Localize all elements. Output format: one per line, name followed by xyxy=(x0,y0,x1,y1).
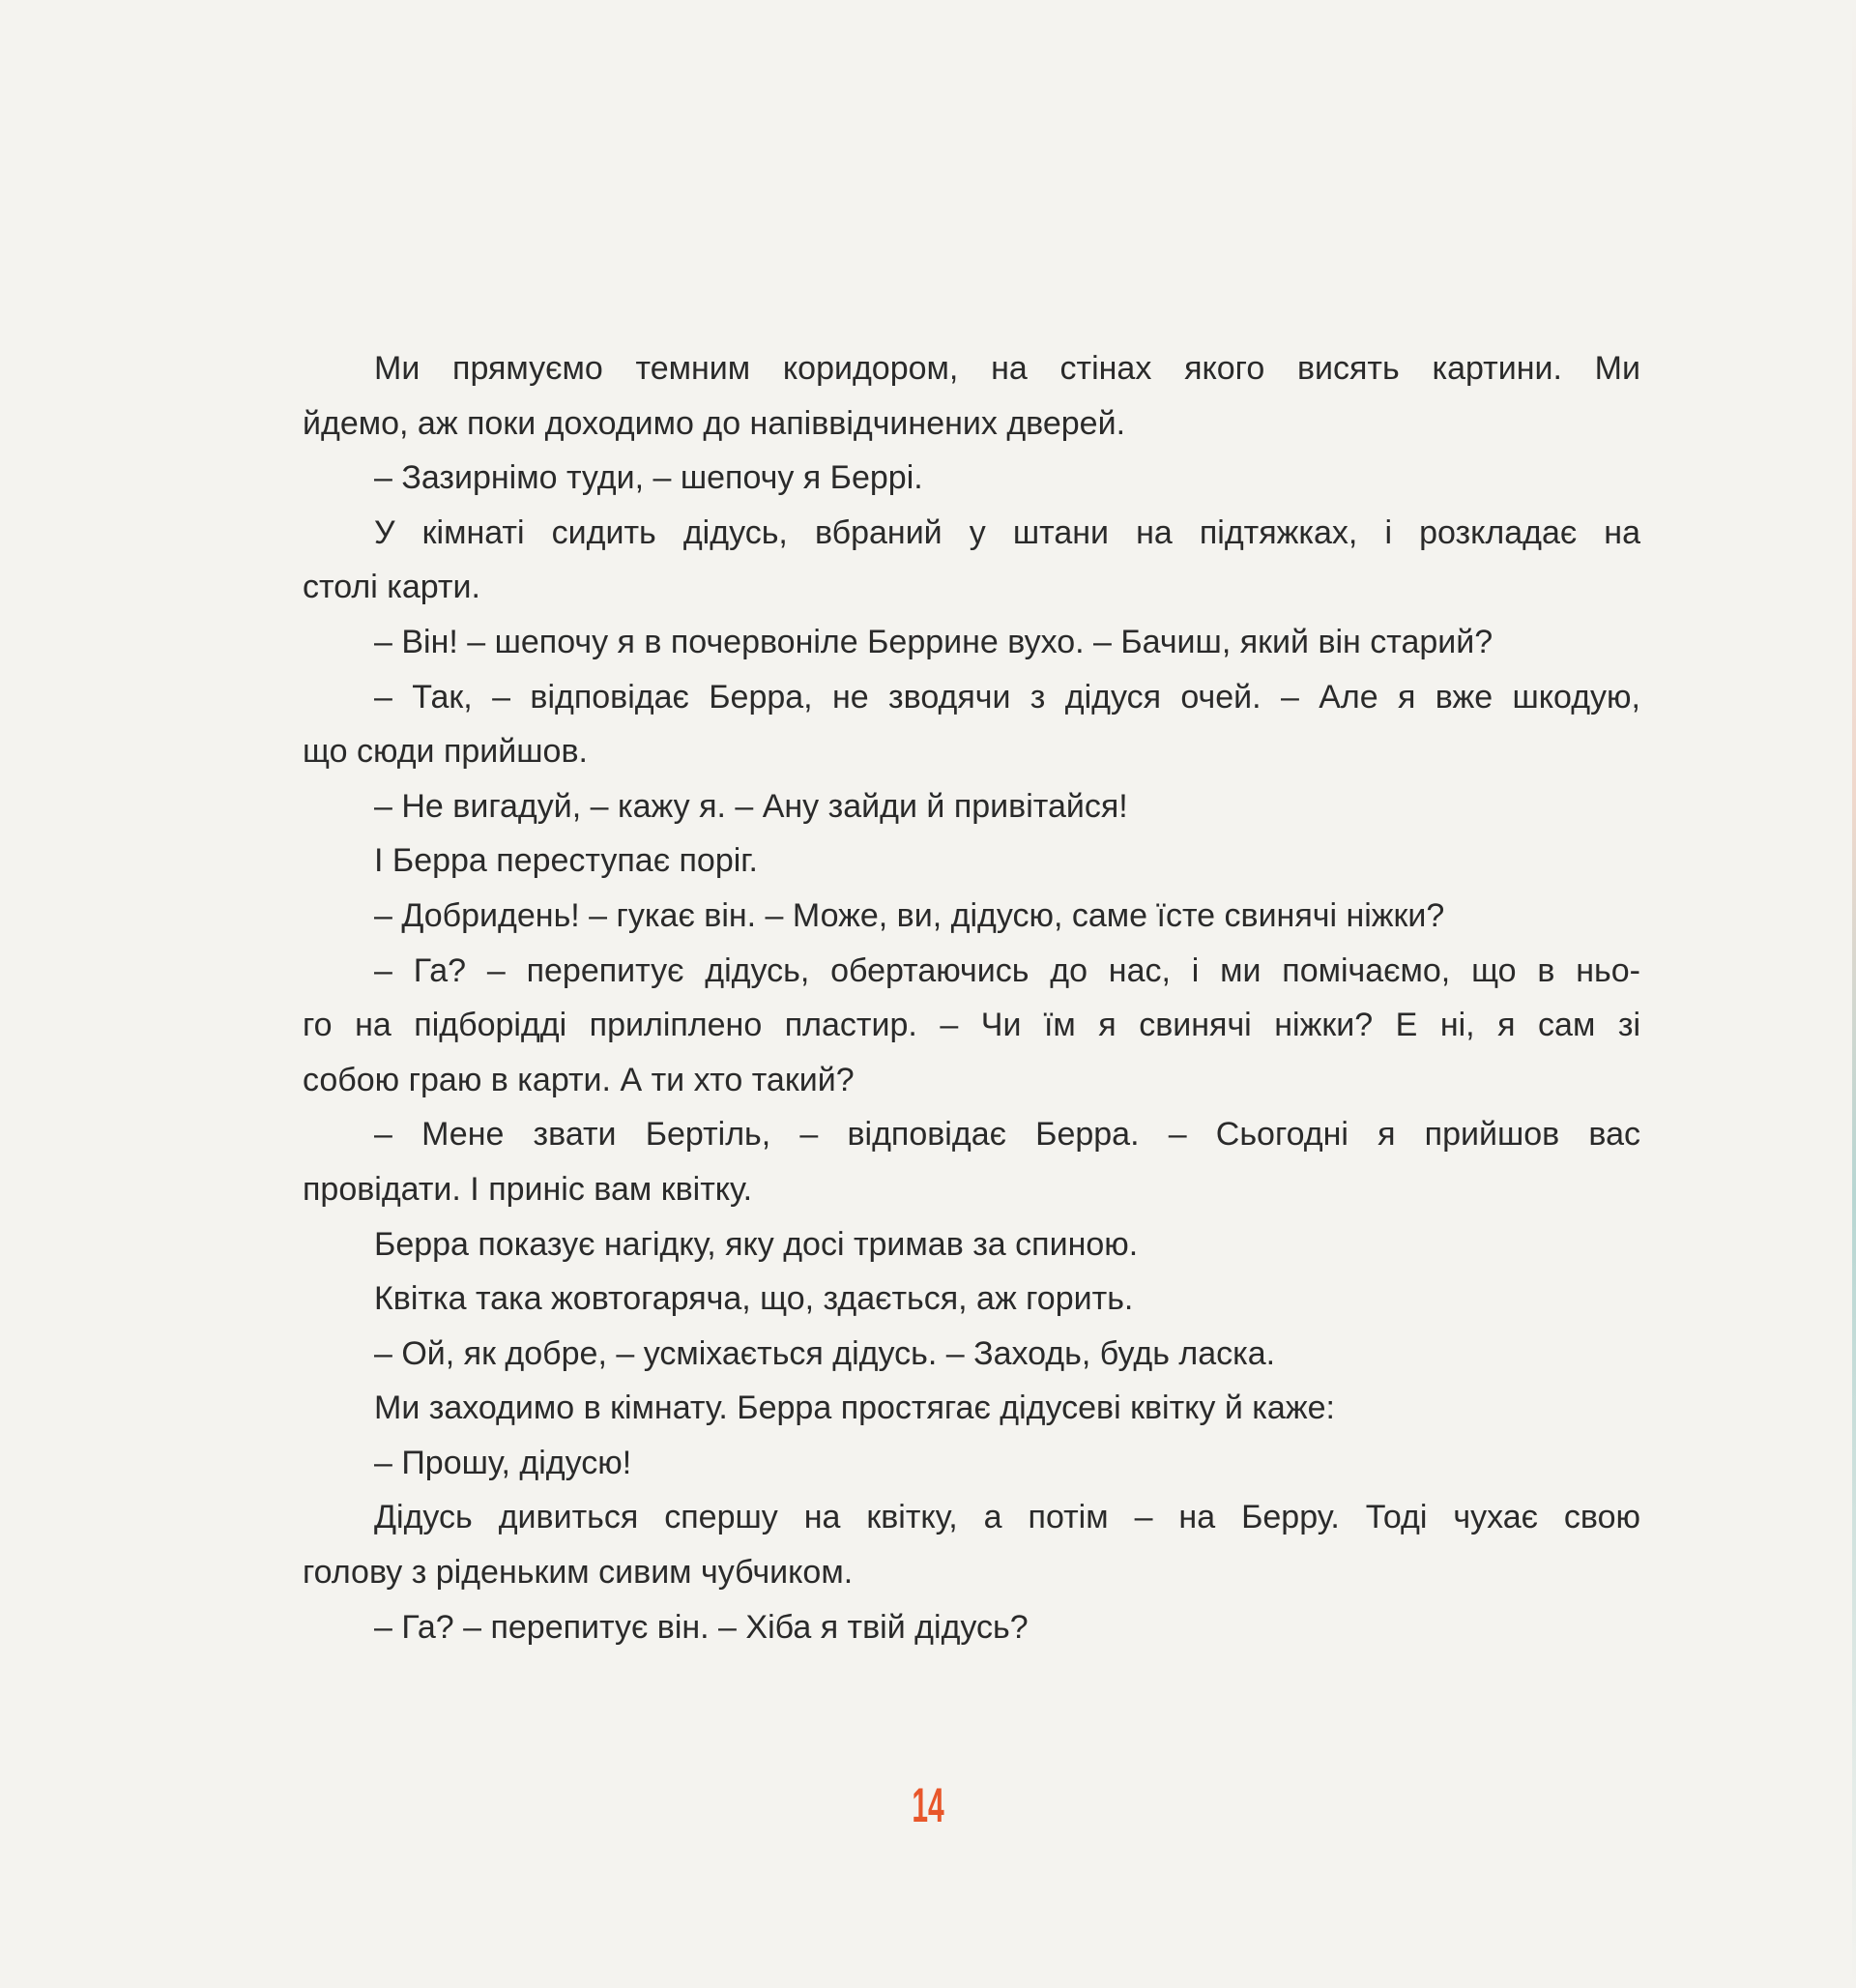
page-edge xyxy=(1852,0,1856,1988)
paragraph xyxy=(303,944,1640,1108)
text-line: голову з ріденьким сивим чубчиком. xyxy=(303,1554,854,1592)
text-line: – Так, – відповідає Берра, не зводячи з дідуся очей. – Але я вже шкодую, xyxy=(374,678,1640,716)
text-line: го на підборідді приліплено пластир. – Чи їм я свинячі ніжки? Е ні, я сам зі xyxy=(303,1007,1640,1044)
paragraph xyxy=(303,1436,1640,1491)
text-line: – Га? – перепитує він. – Хіба я твій дідусь? xyxy=(374,1608,1029,1646)
text-line: що сюди прийшов. xyxy=(303,733,588,771)
text-line: собою граю в карти. А ти хто такий? xyxy=(303,1061,855,1098)
text-line: У кімнаті сидить дідусь, вбраний у штани на підтяжках, і розкладає на xyxy=(374,513,1640,551)
text-line: – Ой, як добре, – усміхається дідусь. – Заходь, будь ласка. xyxy=(374,1334,1276,1372)
paragraph xyxy=(303,341,1640,451)
text-line: І Берра переступає поріг. xyxy=(374,842,758,880)
paragraph xyxy=(303,1600,1640,1655)
text-line: Ми заходимо в кімнату. Берра простягає дідусеві квітку й каже: xyxy=(374,1389,1335,1427)
paragraph xyxy=(303,1107,1640,1216)
body-text xyxy=(303,341,1640,1654)
paragraph xyxy=(303,833,1640,889)
text-line: – Не вигадуй, – кажу я. – Ану зайди й привітайся! xyxy=(374,787,1128,825)
text-line: – Він! – шепочу я в почервоніле Беррине вухо. – Бачиш, який він старий? xyxy=(374,623,1494,660)
paragraph xyxy=(303,670,1640,779)
paragraph xyxy=(303,1490,1640,1599)
paragraph xyxy=(303,1381,1640,1436)
paragraph xyxy=(303,1217,1640,1272)
paragraph xyxy=(303,1272,1640,1327)
text-line: провідати. І приніс вам квітку. xyxy=(303,1170,753,1208)
paragraph xyxy=(303,889,1640,944)
paragraph xyxy=(303,779,1640,834)
paragraph xyxy=(303,506,1640,615)
text-line: – Добридень! – гукає він. – Може, ви, дідусю, саме їсте свинячі ніжки? xyxy=(374,896,1445,934)
paragraph xyxy=(303,1327,1640,1382)
text-line: – Зазирнімо туди, – шепочу я Беррі. xyxy=(374,459,923,497)
text-line: Дідусь дивиться спершу на квітку, а потім – на Берру. Тоді чухає свою xyxy=(374,1499,1640,1536)
text-line: – Га? – перепитує дідусь, обертаючись до нас, і ми помічаємо, що в ньо- xyxy=(374,951,1640,989)
text-line: Берра показує нагідку, яку досі тримав за спиною. xyxy=(374,1225,1139,1263)
text-line: Ми прямуємо темним коридором, на стінах якого висять картини. Ми xyxy=(374,350,1640,387)
text-line: – Мене звати Бертіль, – відповідає Берра. – Сьогодні я прийшов вас xyxy=(374,1116,1640,1154)
text-line: йдемо, аж поки доходимо до напіввідчинених дверей. xyxy=(303,404,1126,442)
paragraph xyxy=(303,615,1640,670)
text-line: – Прошу, дідусю! xyxy=(374,1444,632,1481)
text-line: Квітка така жовтогаряча, що, здається, аж горить. xyxy=(374,1280,1134,1318)
text-line: столі карти. xyxy=(303,569,480,606)
paragraph xyxy=(303,451,1640,506)
page-number: 14 xyxy=(912,1778,944,1832)
